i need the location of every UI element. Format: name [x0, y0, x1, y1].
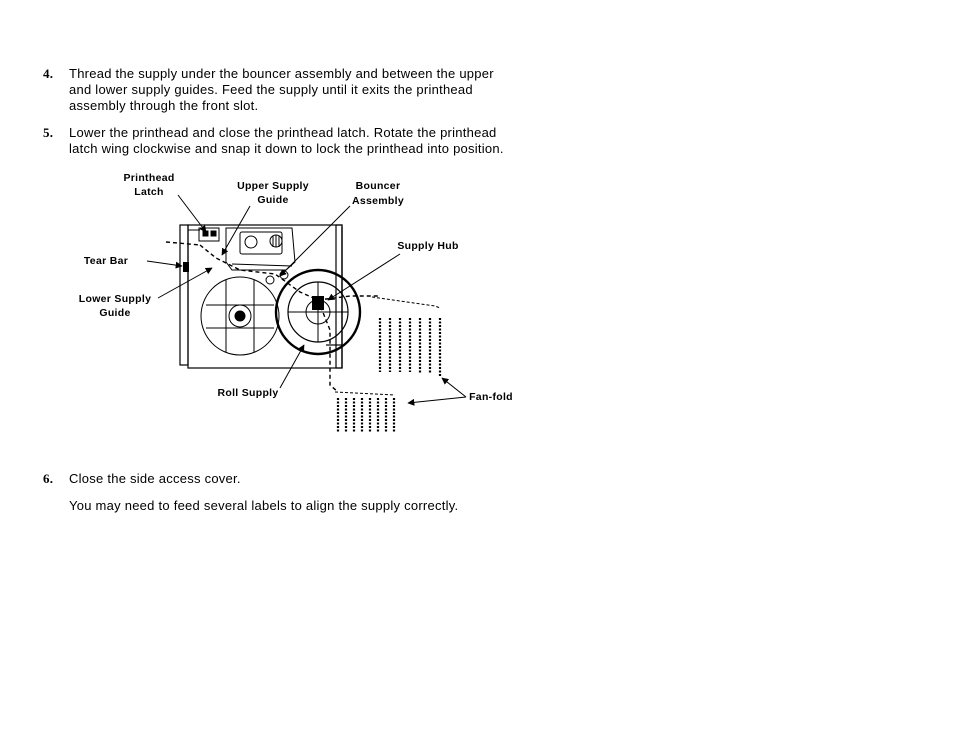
- supply-hub-roll: [276, 270, 360, 354]
- printhead-latch-label: Latch: [134, 186, 164, 198]
- step-text: [69, 471, 241, 487]
- bouncer-assembly-label: Assembly: [351, 195, 405, 207]
- roll-supply: [201, 277, 279, 355]
- step-number: 5.: [43, 125, 54, 140]
- upper-supply-guide-label: Upper Supply: [237, 180, 309, 192]
- lower-supply-guide-label: Lower Supply: [78, 293, 152, 305]
- step-line: Thread the supply under the bouncer assembly and between the upper: [69, 66, 494, 81]
- bouncer-roller: [266, 271, 288, 284]
- step-line: Close the side access cover.: [69, 471, 241, 486]
- alignment-note: You may need to feed several labels to align the supply correctly.: [69, 498, 459, 513]
- leader-lines: [147, 195, 466, 403]
- fan-fold-label: Fan-fold: [469, 391, 513, 403]
- step-number: 4.: [43, 66, 54, 81]
- step-line: Lower the printhead and close the printhead latch. Rotate the printhead: [69, 125, 497, 140]
- fan-fold-stack-bottom: [335, 392, 395, 432]
- step-line: and lower supply guides. Feed the supply until it exits the printhead: [69, 82, 473, 97]
- step-line: assembly through the front slot.: [69, 98, 259, 113]
- lower-supply-guide-label: Guide: [99, 307, 131, 319]
- tear-bar: [183, 262, 189, 272]
- supply-hub-label: Supply Hub: [397, 240, 459, 252]
- tear-bar-label: Tear Bar: [83, 255, 129, 267]
- fan-fold-stack-right: [372, 297, 440, 376]
- roll-supply-label: Roll Supply: [217, 387, 279, 399]
- printhead-assembly: [226, 228, 295, 270]
- printhead-latch-label: Printhead: [123, 172, 175, 184]
- step-line: latch wing clockwise and snap it down to lock the printhead into position.: [69, 141, 504, 156]
- printhead-latch: [188, 228, 219, 241]
- bouncer-assembly-label: Bouncer: [355, 180, 401, 192]
- step-number: 6.: [43, 471, 54, 486]
- upper-supply-guide-label: Guide: [257, 194, 289, 206]
